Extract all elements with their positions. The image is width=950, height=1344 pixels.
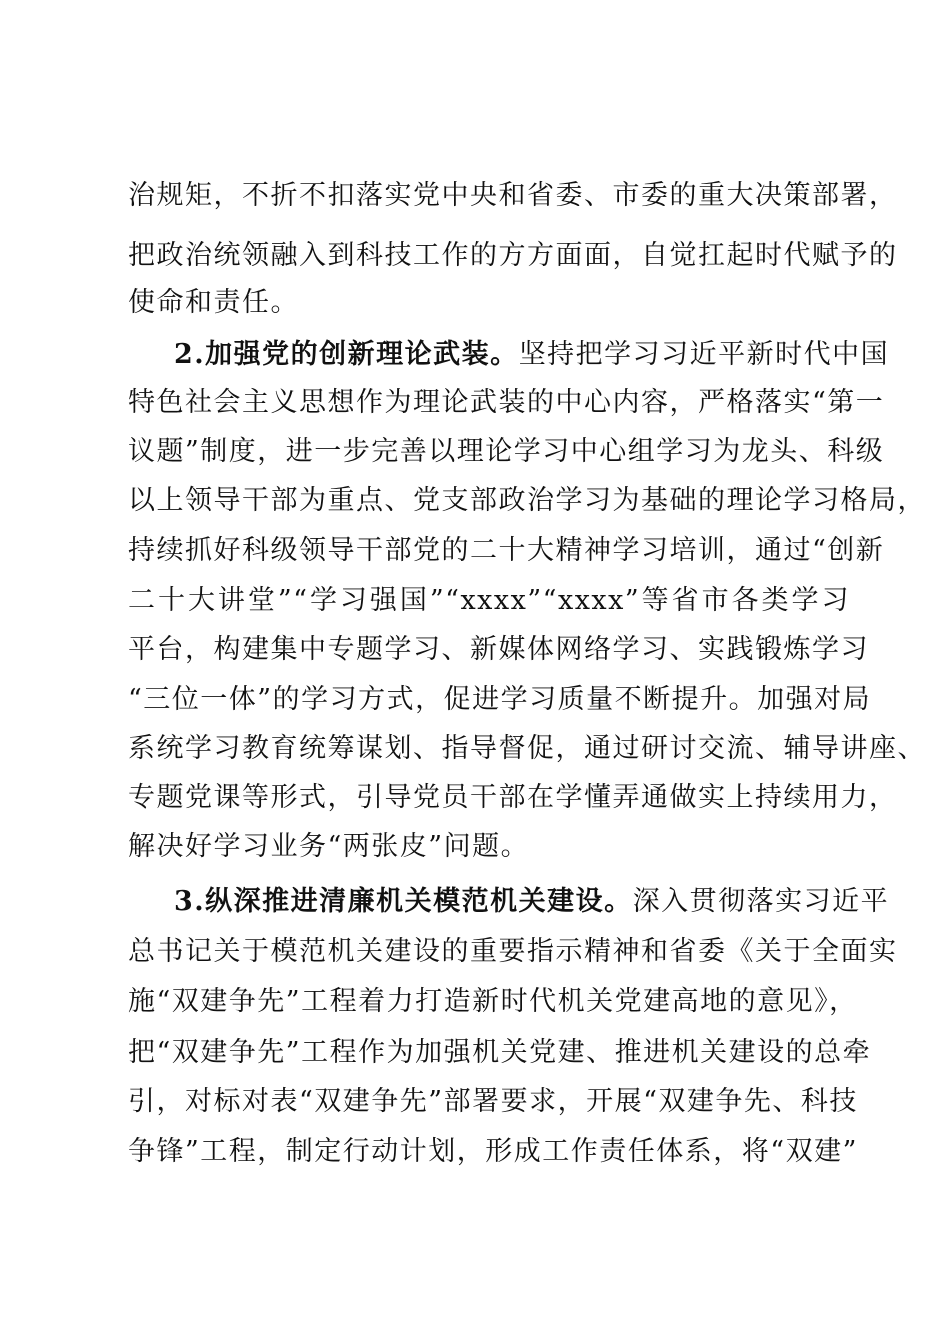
paragraph-line: 争锋”工程，制定行动计划，形成工作责任体系，将“双建” [128, 1136, 858, 1167]
section-2-heading: 2.加强党的创新理论武装。 [174, 339, 519, 370]
paragraph-line: 议题”制度，进一步完善以理论学习中心组学习为龙头、科级 [128, 436, 885, 467]
paragraph-line: 施“双建争先”工程着力打造新时代机关党建高地的意见》， [128, 986, 858, 1017]
paragraph-line: 平台，构建集中专题学习、新媒体网络学习、实践锻炼学习 [128, 634, 869, 665]
paragraph-line: 解决好学习业务“两张皮”问题。 [128, 831, 530, 862]
paragraph-line: 引，对标对表“双建争先”部署要求，开展“双建争先、科技 [128, 1086, 858, 1117]
paragraph-line: “三位一体”的学习方式，促进学习质量不断提升。加强对局 [128, 684, 872, 715]
section-2-first-line [174, 335, 890, 375]
section-3-first-line [174, 882, 890, 922]
section-3-heading: 3.纵深推进清廉机关模范机关建设。 [174, 886, 633, 917]
paragraph-line: 总书记关于模范机关建设的重要指示精神和省委《关于全面实 [128, 936, 898, 967]
section-3-first-line-text: 深入贯彻落实习近平 [632, 886, 890, 917]
paragraph-line: 以上领导干部为重点、党支部政治学习为基础的理论学习格局， [128, 485, 926, 516]
paragraph-line: 二十大讲堂”“学习强国”“xxxx”“xxxx”等省市各类学习 [128, 585, 850, 616]
paragraph-line: 使命和责任。 [128, 287, 299, 318]
paragraph-line: 把“双建争先”工程作为加强机关党建、推进机关建设的总牵 [128, 1037, 872, 1068]
paragraph-line: 把政治统领融入到科技工作的方方面面，自觉扛起时代赋予的 [128, 240, 898, 271]
paragraph-line: 特色社会主义思想作为理论武装的中心内容，严格落实“第一 [128, 387, 885, 418]
paragraph-line: 专题党课等形式，引导党员干部在学懂弄通做实上持续用力， [128, 782, 898, 813]
paragraph-line: 治规矩，不折不扣落实党中央和省委、市委的重大决策部署， [128, 180, 898, 211]
section-2-first-line-text: 坚持把学习习近平新时代中国 [518, 339, 890, 370]
paragraph-line: 持续抓好科级领导干部党的二十大精神学习培训，通过“创新 [128, 535, 885, 566]
paragraph-line: 系统学习教育统筹谋划、指导督促，通过研讨交流、辅导讲座、 [128, 733, 926, 764]
